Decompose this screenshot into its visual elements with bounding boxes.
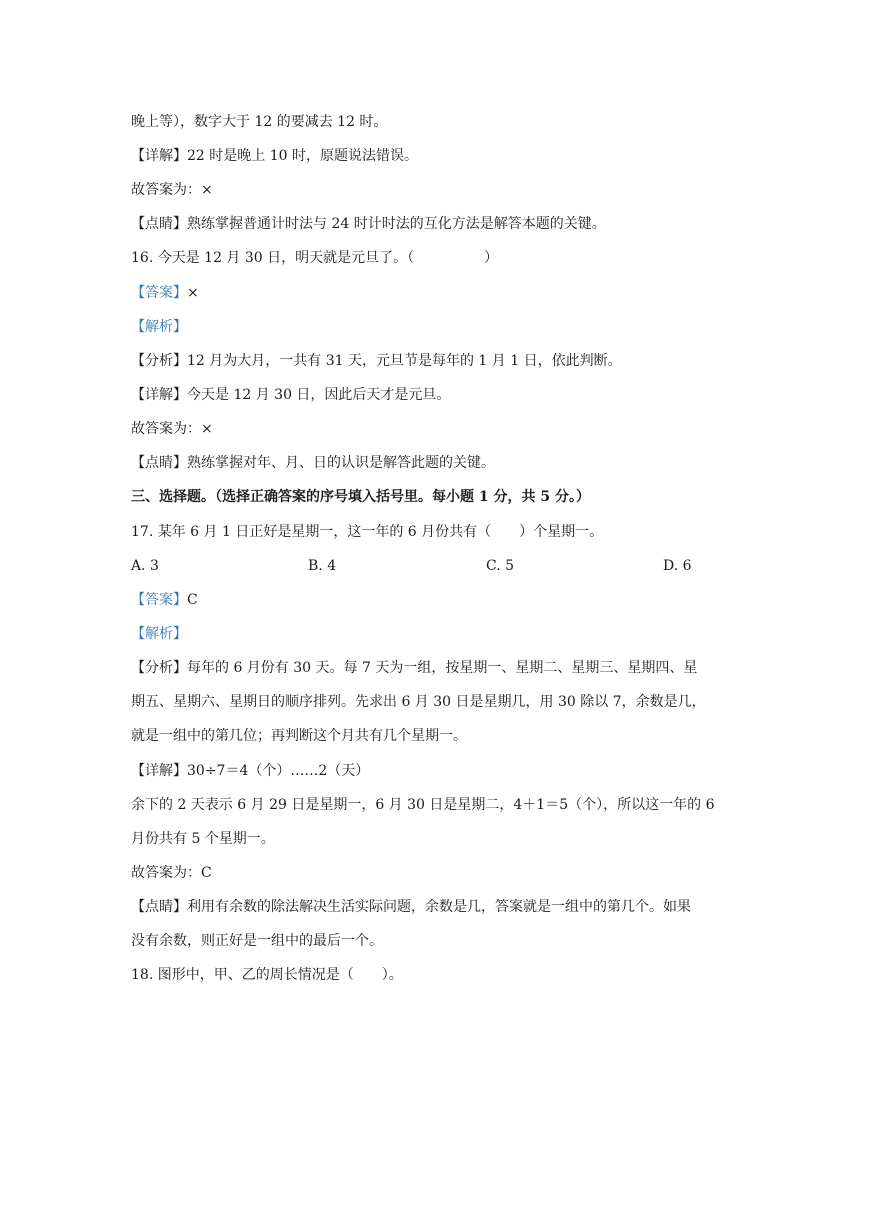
text-line — [131, 761, 369, 781]
analysis-line — [131, 624, 187, 644]
text-line — [131, 897, 691, 917]
section-tag: 【详解】 — [131, 387, 187, 403]
line-text: 熟练掌握对年、月、日的认识是解答此题的关键。 — [187, 455, 495, 471]
analysis-tag: 【解析】 — [131, 626, 187, 642]
section-tag: 【详解】 — [131, 148, 187, 164]
option-d: D. 6 — [663, 558, 692, 574]
answer-line — [131, 283, 199, 303]
question-text: 16. 今天是 12 月 30 日，明天就是元旦了。（ ） — [131, 250, 499, 266]
text-line — [131, 863, 212, 883]
line-text: 故答案为：× — [131, 421, 213, 437]
line-text: 30÷7＝4（个）……2（天） — [187, 763, 370, 779]
text-line — [131, 146, 418, 166]
line-text: 余下的 2 天表示 6 月 29 日是星期一，6 月 30 日是星期二，4＋1＝5（个），所以这一年的 6 — [131, 797, 715, 813]
option-c: C. 5 — [486, 558, 515, 574]
line-text: 月份共有 5 个星期一。 — [131, 831, 275, 847]
answer-line — [131, 590, 198, 610]
section-tag: 【分析】 — [131, 660, 187, 676]
text-line — [131, 351, 622, 371]
line-text: 期五、星期六、星期日的顺序排列。先求出 6 月 30 日是星期几，用 30 除以 7，余数是几， — [131, 694, 706, 710]
text-line — [131, 180, 213, 200]
text-line — [131, 658, 697, 678]
text-line — [131, 453, 495, 473]
section-tag: 【点睛】 — [131, 899, 187, 915]
line-text: 熟练掌握普通计时法与 24 时计时法的互化方法是解答本题的关键。 — [187, 216, 606, 232]
text-line — [131, 692, 706, 712]
question-17 — [131, 522, 603, 542]
line-text: 没有余数，则正好是一组中的最后一个。 — [131, 933, 383, 949]
answer-tag: 【答案】 — [131, 592, 187, 608]
question-16 — [131, 248, 498, 268]
text-line — [131, 931, 383, 951]
section-tag: 【分析】 — [131, 353, 187, 369]
section-tag: 【点睛】 — [131, 216, 187, 232]
line-text: 故答案为：C — [131, 865, 212, 881]
answer-value: × — [187, 285, 199, 301]
option-b: B. 4 — [308, 558, 337, 574]
question-text: 17. 某年 6 月 1 日正好是星期一，这一年的 6 月份共有（ ）个星期一。 — [131, 524, 604, 540]
line-text: 就是一组中的第几位；再判断这个月共有几个星期一。 — [131, 728, 467, 744]
text-line — [131, 795, 714, 815]
answer-value: C — [187, 592, 198, 608]
text-line — [131, 726, 467, 746]
line-text: 每年的 6 月份有 30 天。每 7 天为一组，按星期一、星期二、星期三、星期四、星 — [187, 660, 698, 676]
text-line — [131, 214, 606, 234]
question-text: 18. 图形中，甲、乙的周长情况是（ ）。 — [131, 967, 403, 983]
answer-tag: 【答案】 — [131, 285, 187, 301]
text-line — [131, 829, 275, 849]
line-text: 晚上等），数字大于 12 的要减去 12 时。 — [131, 114, 388, 130]
section-title: 三、选择题。（选择正确答案的序号填入括号里。每小题 1 分，共 5 分。） — [131, 489, 590, 505]
option-a: A. 3 — [131, 558, 159, 574]
line-text: 22 时是晚上 10 时，原题说法错误。 — [187, 148, 418, 164]
question-18 — [131, 965, 403, 985]
line-text: 利用有余数的除法解决生活实际问题，余数是几，答案就是一组中的第几个。如果 — [187, 899, 691, 915]
text-line — [131, 419, 213, 439]
analysis-tag: 【解析】 — [131, 319, 187, 335]
section-tag: 【详解】 — [131, 763, 187, 779]
line-text: 今天是 12 月 30 日，因此后天才是元旦。 — [187, 387, 451, 403]
text-line — [131, 112, 387, 132]
section-heading — [131, 487, 590, 507]
line-text: 12 月为大月，一共有 31 天，元旦节是每年的 1 月 1 日，依此判断。 — [187, 353, 622, 369]
section-tag: 【点睛】 — [131, 455, 187, 471]
line-text: 故答案为：× — [131, 182, 213, 198]
text-line — [131, 385, 450, 405]
analysis-line — [131, 317, 187, 337]
